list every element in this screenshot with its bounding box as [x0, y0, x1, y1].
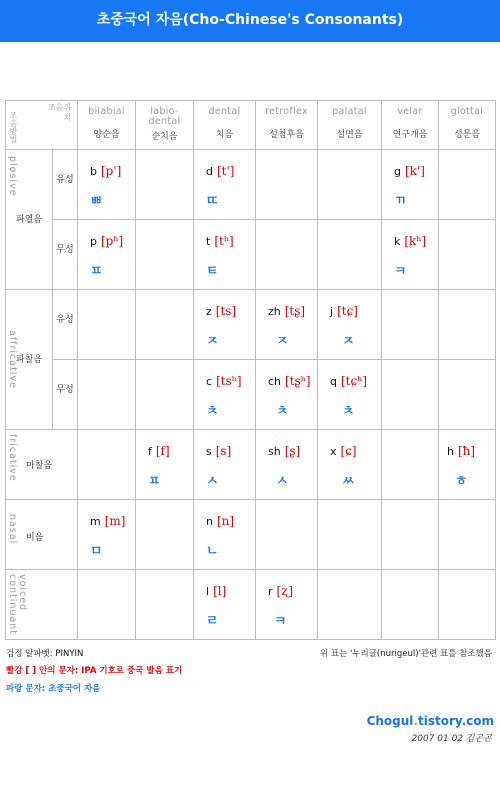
mode-plosive: plosive 파열음: [6, 150, 53, 290]
col-retroflex: retroflex 설첨후음: [256, 101, 318, 150]
cell-empty: [318, 570, 382, 640]
cell-empty: [382, 360, 439, 430]
cell-h: h [ħ] ㅎ: [439, 430, 496, 500]
cell-sh: sh [ʂ] ㅅ: [256, 430, 318, 500]
cell-empty: [318, 500, 382, 570]
cell-p: p [pʰ] ㅍ: [78, 220, 136, 290]
corner-place-label: 조음위 치: [47, 103, 71, 122]
cell-empty: [136, 220, 194, 290]
cell-empty: [78, 360, 136, 430]
cell-z: z [ts] ㅈ: [194, 290, 256, 360]
consonant-table: [5, 100, 496, 640]
cell-empty: [136, 360, 194, 430]
corner-manner-label: 조음방법: [9, 111, 18, 143]
cell-empty: [439, 360, 496, 430]
cell-empty: [382, 570, 439, 640]
date-signature: 2007 01 02 김곤곤: [411, 734, 492, 744]
cell-j: j [tɕ] ㅈ: [318, 290, 382, 360]
cell-g: g [k'] ㄲ: [382, 150, 439, 220]
cell-empty: [78, 430, 136, 500]
cell-t: t [tʰ] ㅌ: [194, 220, 256, 290]
cell-q: q [tɕʰ] ㅊ: [318, 360, 382, 430]
cell-empty: [318, 150, 382, 220]
cell-r: r [ʐ] ㅋ: [256, 570, 318, 640]
mode-affricative: affricative 파찰음: [6, 290, 53, 430]
cell-empty: [78, 570, 136, 640]
cell-n: n [n] ㄴ: [194, 500, 256, 570]
cell-l: l [l] ㄹ: [194, 570, 256, 640]
cell-f: f [f] ㅍ: [136, 430, 194, 500]
cell-empty: [136, 570, 194, 640]
corner-cell: [6, 101, 78, 150]
cell-empty: [136, 290, 194, 360]
legend-red: 빨강 [ ] 안의 문자: IPA 기호로 중국 발음 표기: [6, 666, 183, 676]
cell-empty: [136, 150, 194, 220]
cell-empty: [136, 500, 194, 570]
col-labiodental: labio- dental 순치음: [136, 101, 194, 150]
cell-m: m [m] ㅁ: [78, 500, 136, 570]
mode-nasal: nasal 비음: [6, 500, 78, 570]
cell-empty: [256, 500, 318, 570]
legend-blue: 파랑 문자: 초중국어 자음: [6, 684, 101, 694]
cell-empty: [382, 290, 439, 360]
mode-voiced-continuant: voiced continuant: [6, 570, 78, 640]
col-velar: velar 연구개음: [382, 101, 439, 150]
cell-empty: [439, 500, 496, 570]
cell-ch: ch [tʂʰ] ㅊ: [256, 360, 318, 430]
col-bilabial: bilabial 양순음: [78, 101, 136, 150]
cell-empty: [78, 290, 136, 360]
legend-black: 검정 알파벳: PINYIN: [6, 649, 84, 659]
page-title: 초중국어 자음(Cho-Chinese's Consonants): [96, 12, 404, 28]
cell-empty: [439, 150, 496, 220]
col-dental: dental 치음: [194, 101, 256, 150]
sub-voiceless: 무성: [53, 360, 78, 430]
reference-note: 위 표는 '누리글(nurigeul)'관련 표를 참조했음: [319, 649, 492, 659]
cell-empty: [439, 290, 496, 360]
cell-c: c [tsʰ] ㅊ: [194, 360, 256, 430]
cell-s: s [s] ㅅ: [194, 430, 256, 500]
sub-voiced: 유성: [53, 290, 78, 360]
cell-empty: [256, 150, 318, 220]
sub-voiced: 유성: [53, 150, 78, 220]
col-glottal: glottal 성문음: [439, 101, 496, 150]
cell-zh: zh [tʂ] ㅈ: [256, 290, 318, 360]
cell-k: k [kʰ] ㅋ: [382, 220, 439, 290]
title-banner: [0, 0, 500, 42]
col-palatal: palatal 설면음: [318, 101, 382, 150]
cell-empty: [256, 220, 318, 290]
cell-b: b [p'] ㅃ: [78, 150, 136, 220]
cell-empty: [382, 500, 439, 570]
cell-d: d [t'] ㄸ: [194, 150, 256, 220]
mode-fricative: fricative 마찰음: [6, 430, 78, 500]
brand-link[interactable]: Chogul.tistory.com: [366, 714, 494, 728]
cell-empty: [439, 570, 496, 640]
cell-x: x [ɕ] ㅆ: [318, 430, 382, 500]
cell-empty: [318, 220, 382, 290]
cell-empty: [439, 220, 496, 290]
sub-voiceless: 무성: [53, 220, 78, 290]
cell-empty: [382, 430, 439, 500]
